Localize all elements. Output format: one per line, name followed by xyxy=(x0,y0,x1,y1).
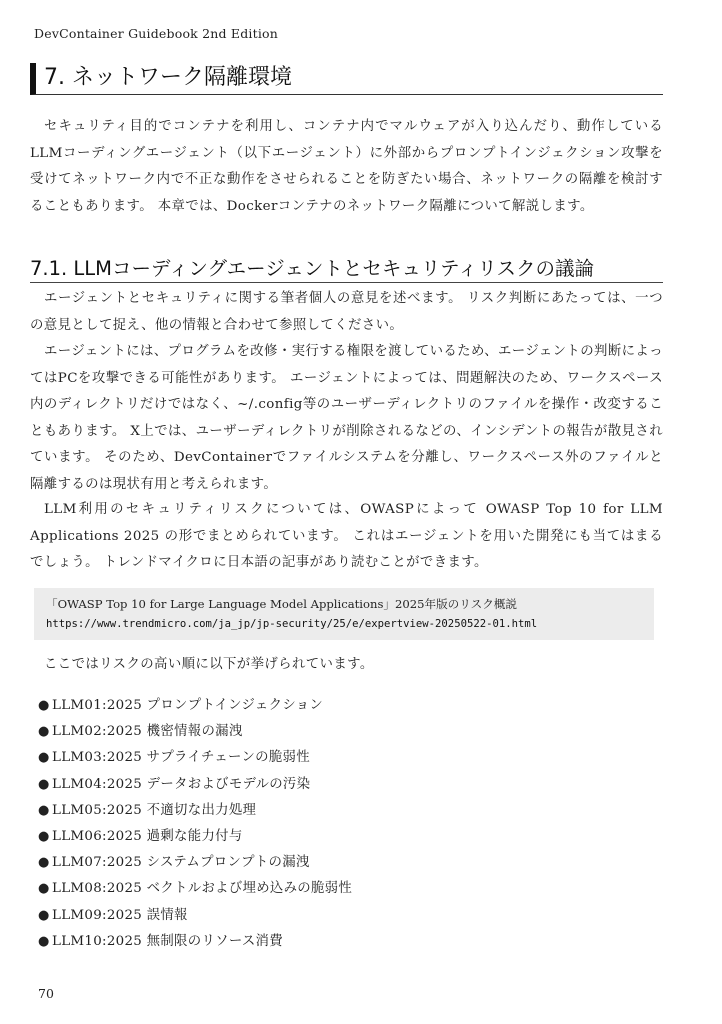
bullet-icon: ● xyxy=(38,881,50,897)
list-item: ● LLM06:2025 過剰な能力付与 xyxy=(38,824,352,850)
section-title: 7.1. LLMコーディングエージェントとセキュリティリスクの議論 xyxy=(30,255,663,283)
section-paragraph-1: エージェントとセキュリティに関する筆者個人の意見を述べます。 リスク判断にあたっては、一つの意見として捉え、他の情報と合わせて参照してください。 xyxy=(30,291,663,333)
bullet-icon: ● xyxy=(38,750,50,766)
bullet-icon: ● xyxy=(38,829,50,845)
reference-note-title: 「OWASP Top 10 for Large Language Model Applications」2025年版のリスク概説 xyxy=(46,597,518,611)
bullet-icon: ● xyxy=(38,802,50,818)
list-item: ● LLM10:2025 無制限のリソース消費 xyxy=(38,929,352,955)
section-paragraph-3: LLM利用のセキュリティリスクについては、OWASPによって OWASP Top 10 for LLM Applications 2025 の形でまとめられています。 これはエージェントを用いた開発にも当てはまるでしょう。 トレンドマイクロに日本語の記事があり読むことができます。 xyxy=(30,502,663,570)
chapter-title: 7. ネットワーク隔離環境 xyxy=(30,63,663,95)
section-paragraph-2: エージェントには、プログラムを改修・実行する権限を渡しているため、エージェントの判断によってはPCを攻撃できる可能性があります。 エージェントによっては、問題解決のため、ワークスペース内のディレクトリだけではなく、~/.config等のユーザーディレクトリのファイルを操作・改変することもあります。 X上では、ユーザーディレクトリが削除されるなどの、インシデントの報告が散見されています。 そのため、DevContainerでファイルシステムを分離し、ワークスペース外のファイルと隔離するのは現状有用と考えられます。 xyxy=(30,344,663,492)
list-item: ● LLM04:2025 データおよびモデルの汚染 xyxy=(38,772,352,798)
bullet-icon: ● xyxy=(38,776,50,792)
reference-url-link[interactable]: https://www.trendmicro.com/ja_jp/jp-security/25/e/expertview-20250522-01.html xyxy=(46,618,538,630)
list-item: ● LLM03:2025 サプライチェーンの脆弱性 xyxy=(38,745,352,771)
running-head: DevContainer Guidebook 2nd Edition xyxy=(34,26,279,41)
list-intro: ここではリスクの高い順に以下が挙げられています。 xyxy=(44,657,374,672)
list-item: ● LLM07:2025 システムプロンプトの漏洩 xyxy=(38,850,352,876)
list-item: ● LLM01:2025 プロンプトインジェクション xyxy=(38,693,352,719)
reference-note-box xyxy=(34,588,654,640)
bullet-icon: ● xyxy=(38,907,50,923)
list-item: ● LLM09:2025 誤情報 xyxy=(38,903,352,929)
intro-paragraph: セキュリティ目的でコンテナを利用し、コンテナ内でマルウェアが入り込んだり、動作しているLLMコーディングエージェント（以下エージェント）に外部からプロンプトインジェクション攻撃を受けてネットワーク内で不正な動作をさせられることを防ぎたい場合、ネットワークの隔離を検討することもあります。 本章では、Dockerコンテナのネットワーク隔離について解説します。 xyxy=(30,119,663,214)
bullet-icon: ● xyxy=(38,698,50,713)
page-number: 70 xyxy=(38,986,54,1001)
list-item: ● LLM05:2025 不適切な出力処理 xyxy=(38,798,352,824)
bullet-icon: ● xyxy=(38,855,50,871)
bullet-icon: ● xyxy=(38,933,50,949)
list-item: ● LLM02:2025 機密情報の漏洩 xyxy=(38,719,352,745)
risk-list xyxy=(38,693,352,955)
list-item: ● LLM08:2025 ベクトルおよび埋め込みの脆弱性 xyxy=(38,876,352,902)
bullet-icon: ● xyxy=(38,724,50,740)
